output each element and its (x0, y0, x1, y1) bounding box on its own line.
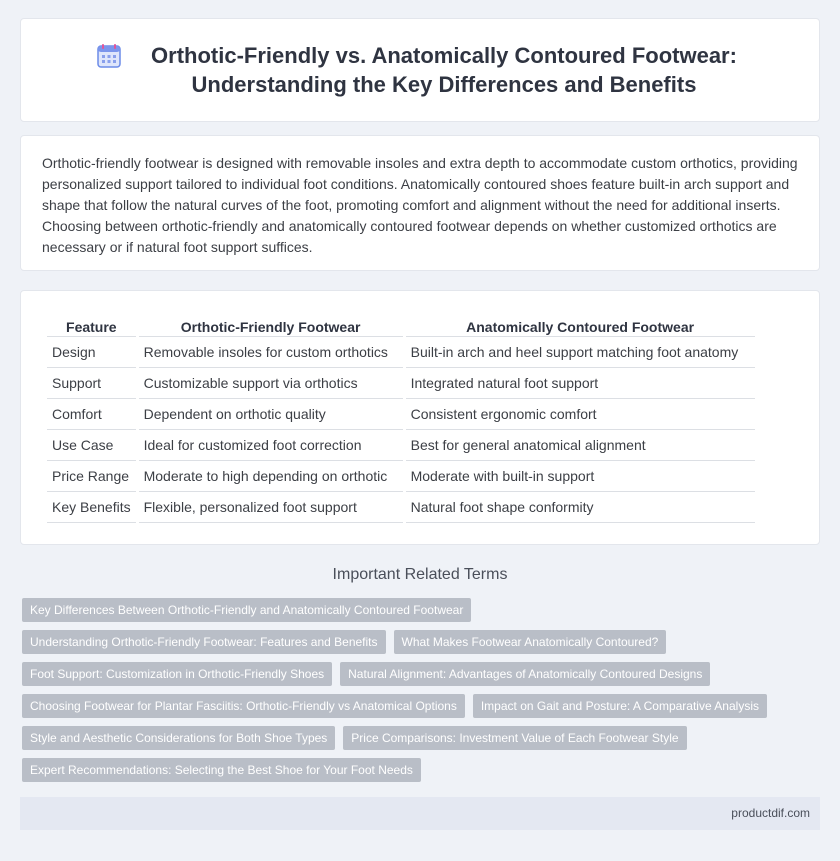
related-term-link[interactable]: Expert Recommendations: Selecting the Best Shoe for Your Foot Needs (22, 758, 421, 782)
table-row (47, 492, 755, 523)
term-row (22, 630, 822, 654)
related-term-link[interactable]: Understanding Orthotic-Friendly Footwear: Features and Benefits (22, 630, 386, 654)
comparison-table (44, 313, 758, 523)
table-cell: Best for general anatomical alignment (406, 430, 755, 461)
related-term-link[interactable]: Key Differences Between Orthotic-Friendly and Anatomically Contoured Footwear (22, 598, 471, 622)
intro-card (20, 135, 820, 271)
calendar-icon (96, 43, 122, 69)
table-cell: Removable insoles for custom orthotics (139, 337, 403, 368)
table-cell: Dependent on orthotic quality (139, 399, 403, 430)
table-row (47, 337, 755, 368)
related-term-link[interactable]: Foot Support: Customization in Orthotic-Friendly Shoes (22, 662, 332, 686)
table-cell: Consistent ergonomic comfort (406, 399, 755, 430)
term-row (22, 694, 822, 718)
title-wrap (96, 41, 744, 99)
intro-paragraph: Orthotic-friendly footwear is designed with removable insoles and extra depth to accommodate custom orthotics, providing personalized support tailored to individual foot conditions. Anatomically contoured shoes feature built-in arch support and shape that follow the natural curves of the foot, promoting comfort and alignment without the need for additional inserts. Choosing between orthotic-friendly and anatomically contoured footwear depends on whether customized orthotics are necessary or if natural foot support suffices. (42, 155, 798, 255)
table-cell: Natural foot shape conformity (406, 492, 755, 523)
table-cell: Support (47, 368, 136, 399)
related-term-link[interactable]: Choosing Footwear for Plantar Fasciitis: Orthotic-Friendly vs Anatomical Options (22, 694, 465, 718)
table-cell: Flexible, personalized foot support (139, 492, 403, 523)
table-header-row (47, 313, 755, 337)
page-title: Orthotic-Friendly vs. Anatomically Contoured Footwear: Understanding the Key Differences and Benefits (151, 43, 737, 97)
related-term-link[interactable]: Impact on Gait and Posture: A Comparative Analysis (473, 694, 767, 718)
table-cell: Moderate with built-in support (406, 461, 755, 492)
related-term-link[interactable]: Price Comparisons: Investment Value of Each Footwear Style (343, 726, 686, 750)
term-row (22, 758, 822, 782)
related-term-link[interactable]: What Makes Footwear Anatomically Contoured? (394, 630, 667, 654)
table-cell: Customizable support via orthotics (139, 368, 403, 399)
table-cell: Price Range (47, 461, 136, 492)
comparison-table-card (20, 290, 820, 545)
column-header-feature: Feature (47, 313, 136, 337)
table-cell: Comfort (47, 399, 136, 430)
column-header-orthotic: Orthotic-Friendly Footwear (139, 313, 403, 337)
related-term-link[interactable]: Natural Alignment: Advantages of Anatomically Contoured Designs (340, 662, 710, 686)
related-terms-title: Important Related Terms (332, 566, 508, 583)
table-cell: Design (47, 337, 136, 368)
term-row (22, 598, 822, 622)
table-row (47, 399, 755, 430)
column-header-anatomical: Anatomically Contoured Footwear (406, 313, 755, 337)
table-cell: Built-in arch and heel support matching foot anatomy (406, 337, 755, 368)
term-row (22, 726, 822, 750)
header-card (20, 18, 820, 122)
table-cell: Use Case (47, 430, 136, 461)
term-row (22, 662, 822, 686)
table-cell: Ideal for customized foot correction (139, 430, 403, 461)
table-row (47, 430, 755, 461)
footer-bar (20, 797, 820, 830)
related-terms-list (22, 598, 822, 790)
footer-site-link[interactable]: productdif.com (731, 806, 810, 820)
table-row (47, 461, 755, 492)
table-cell: Key Benefits (47, 492, 136, 523)
related-term-link[interactable]: Style and Aesthetic Considerations for Both Shoe Types (22, 726, 335, 750)
table-cell: Moderate to high depending on orthotic (139, 461, 403, 492)
table-row (47, 368, 755, 399)
table-cell: Integrated natural foot support (406, 368, 755, 399)
